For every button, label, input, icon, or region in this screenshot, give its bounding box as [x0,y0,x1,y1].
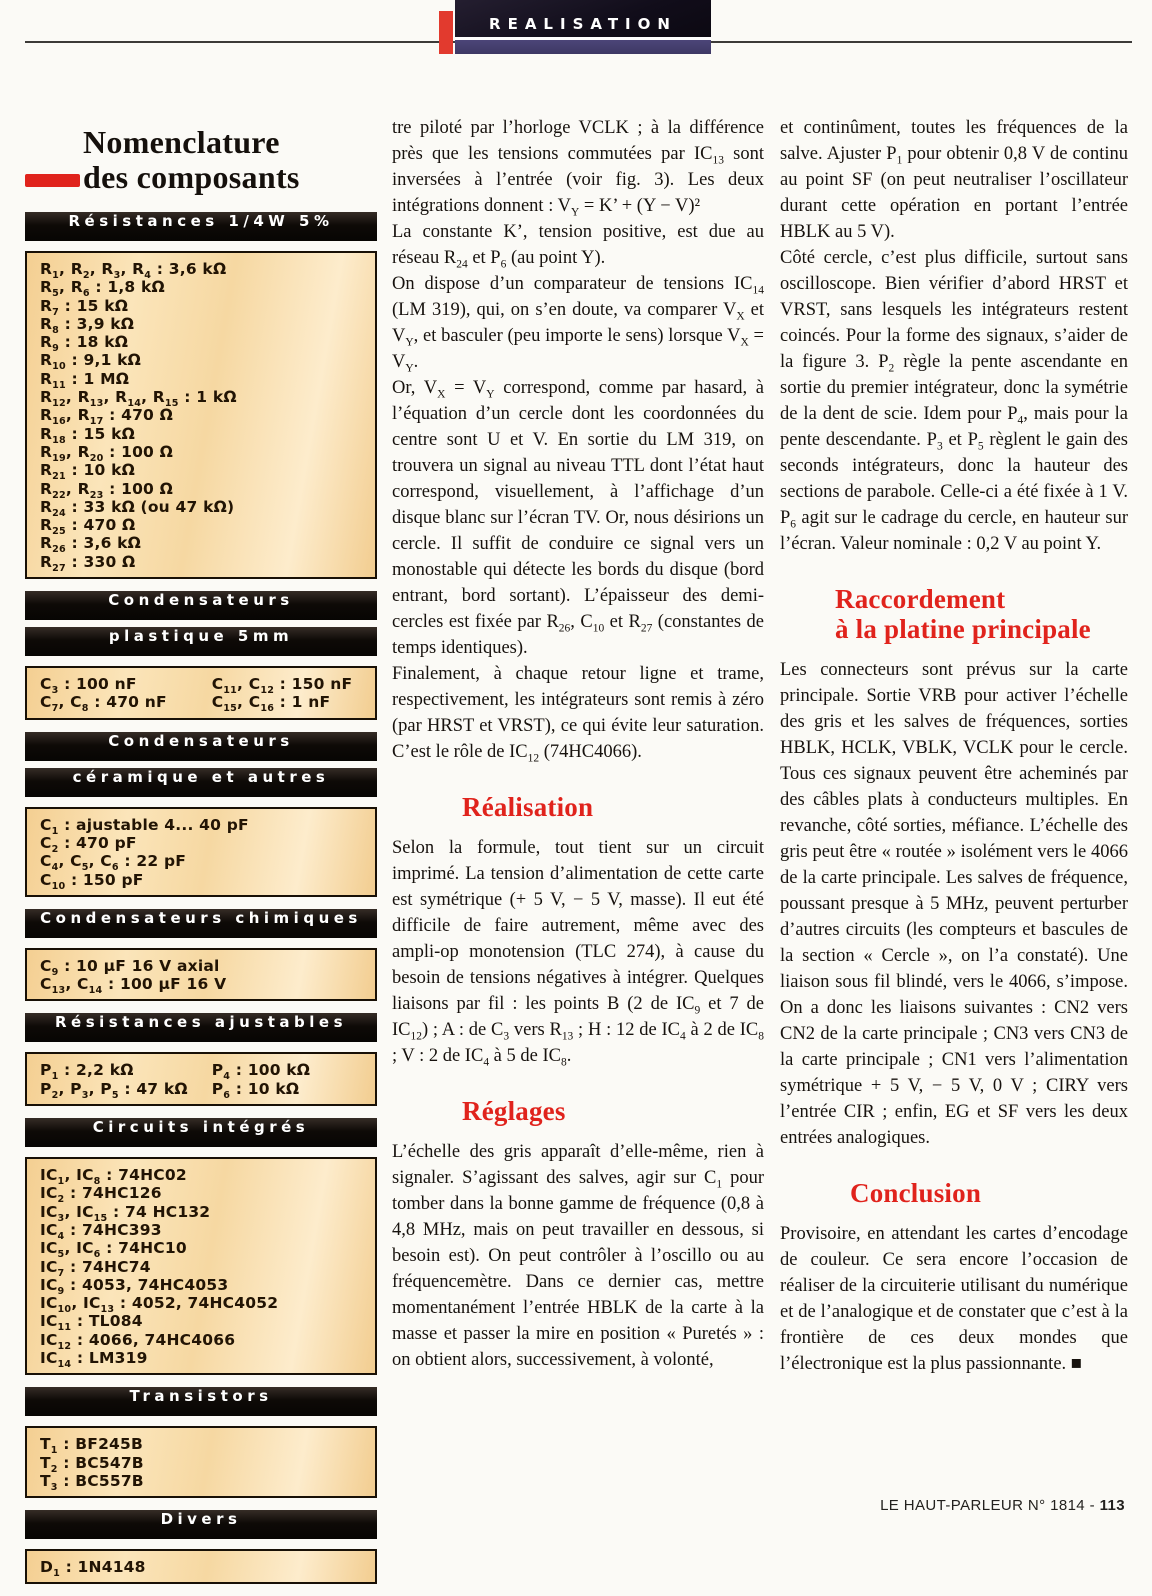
paragraph: Provisoire, en attendant les cartes d’encodage de couleur. Ce sera encore l’occasion de réaliser de la circuiterie utilisant du numérique et de l’analogique et de constater que c’est à la frontière de ces deux mondes que l’électronique est la plus passionnante. ■ [780,1224,1128,1374]
component-line: $P_6$ : 10 kΩ [211,1079,300,1101]
section-divers [25,1510,377,1584]
paragraph: Selon la formule, tout tient sur un circuit imprimé. La tension d’alimentation de cette carte est symétrique (+ 5 V, − 5 V, masse). Il eut été difficile de faire autrement, même avec des ampli-op monotension (TLC 274), à cause du besoin de tensions négatives à intégrer. Quelques liaisons par fil : les points B (2 de $IC_9$ et 7 de $IC_{12}$) ; A : de $C_3$ vers $R_{13}$ ; H : 12 de $IC_4$ à 2 de $IC_8$ ; V : 2 de $IC_4$ à 5 de $IC_8$. [392,838,764,1069]
section-circuits-integres [25,1118,377,1375]
section-banner: Résistances ajustables [25,1013,377,1042]
component-line: $C_{11}$, $C_{12}$ : 150 nF [211,675,353,697]
component-line: $R_{16}$, $R_{17}$ : 470 Ω [40,406,174,428]
component-line: $P_4$ : 100 kΩ [211,1061,311,1083]
component-box [25,666,377,720]
component-line: $R_{24}$ : 33 kΩ (ou 47 kΩ) [40,497,235,519]
component-line: $C_{13}$, $C_{14}$ : 100 µF 16 V [40,975,227,997]
component-line: $IC_{14}$ : LM319 [40,1348,148,1371]
magazine-reference: LE HAUT-PARLEUR N° 1814 - [880,1497,1100,1514]
page-number: 113 [1099,1497,1125,1514]
article-column-middle [392,115,764,1373]
paragraph: Côté cercle, c’est plus difficile, surtout sans oscilloscope. Bien vérifier d’abord HRST et VRST, sans lesquels les intégrateurs restent coincés. Pour la forme des signaux, s’aider de la figure 3. $P_2$ règle la pente ascendante en sortie du premier intégrateur, donc la symétrie de la dent de scie. Idem pour $P_4$, mais pour la pente descendante. $P_3$ et $P_5$ règlent le gain des seconds intégrateurs, donc la hauteur des sections de parabole. Celle-ci a été fixée à 1 V. $P_6$ agit sur le cadrage du cercle, en hauteur sur l’écran. Valeur nominale : 0,2 V au point Y. [780,248,1129,554]
component-line: $P_2$, $P_3$, $P_5$ : 47 kΩ [40,1079,188,1101]
component-line: $T_1$ : BF245B [40,1435,144,1457]
component-box [25,1426,377,1498]
section-banner: Condensateurs [25,591,377,620]
component-line: $R_{25}$ : 470 Ω [40,516,136,538]
red-section-heading: Conclusion [850,1178,982,1208]
component-line: $R_1$, $R_2$, $R_3$, $R_4$ : 3,6 kΩ [40,260,227,282]
component-line: $IC_4$ : 74HC393 [40,1220,162,1242]
component-line: $R_{19}$, $R_{20}$ : 100 Ω [40,442,174,465]
component-line: $IC_{12}$ : 4066, 74HC4066 [40,1330,236,1352]
component-line: $C_1$ : ajustable 4... 40 pF [40,815,249,837]
paragraph: Finalement, à chaque retour ligne et trame, respectivement, les intégrateurs sont remis à zéro (par HRST et VRST), ce qui évite leur saturation. C’est le rôle de $IC_{12}$ (74HC4066). [392,664,764,765]
page-footer [880,1497,1125,1514]
component-line: $R_7$ : 15 kΩ [40,296,129,318]
component-box [25,1549,377,1584]
section-resistances-ajustables [25,1013,377,1106]
title-red-bar [25,174,80,187]
component-line: $C_9$ : 10 µF 16 V axial [40,956,220,978]
title-line-2: des composants [83,159,300,195]
paragraph: L’échelle des gris apparaît d’elle-même, rien à signaler. S’agissant des salves, agir sur $C_1$ pour tomber dans la bonne gamme de fréquence (0,8 à 4,8 MHz, mais on peut travailler en dessous, si besoin est). On peut contrôler à l’oscillo ou au fréquencemètre. Dans ce dernier cas, mettre momentanément l’entrée HBLK de la carte à la masse et passer la mire en position « Puretés » : on obtient alors, successivement, à volonté, [392,1142,764,1370]
realisation-banner [455,0,711,54]
component-line: $P_1$ : 2,2 kΩ [40,1061,134,1083]
paragraph: Or, $V_X = V_Y$ correspond, comme par hasard, à l’équation d’un cercle dont les coordonnées du centre sont U et V. En sortie du LM 319, on trouvera un signal au niveau TTL dont l’état haut correspond, visuellement, à l’affichage d’un disque blanc sur l’écran TV. Or, nous désirions un cercle. Il suffit de conduire ce signal vers un monostable qui détecte les bords du disque (bord entrant, bord sortant). L’épaisseur des demi-cercles est fixée par $R_{26}$, $C_{10}$ et $R_{27}$ (constantes de temps identiques). [392,378,765,658]
component-line: $IC_{11}$ : TL084 [40,1312,143,1334]
section-condensateurs-ceramique [25,732,377,897]
paragraph: tre piloté par l’horloge VCLK ; à la différence près que les tensions commutées par $IC_{13}$ sont inversées à l’entrée (voir fig. 3). Les deux intégrations donnent : $V_Y = K$’ + (Y − V)² [392,118,764,219]
section-condensateurs-chimiques [25,909,377,1002]
nomenclature-title [25,125,377,195]
article-column-right [780,115,1128,1377]
section-banner: Circuits intégrés [25,1118,377,1147]
component-line: $R_5$, $R_6$ : 1,8 kΩ [40,278,165,300]
section-banner: Divers [25,1510,377,1539]
red-section-heading: Raccordement à la platine principale [835,584,1091,644]
component-line: $R_{27}$ : 330 Ω [40,552,136,574]
component-box [25,1052,377,1106]
component-line: $IC_1$, $IC_8$ : 74HC02 [40,1166,187,1188]
component-line: $R_{22}$, $R_{23}$ : 100 Ω [40,479,174,501]
component-line: $C_{10}$ : 150 pF [40,870,144,892]
component-line: $IC_7$ : 74HC74 [40,1257,151,1279]
red-section-heading: Réglages [462,1096,566,1126]
title-line-1: Nomenclature [83,124,280,160]
paragraph: Les connecteurs sont prévus sur la carte principale. Sortie VRB pour activer l’échelle des gris et les salves de fréquences, sorties HBLK, HCLK, VBLK, VCLK pour le cercle. Tous ces signaux peuvent être acheminés par des câbles plats à conducteurs multiples. En revanche, côté sorties, méfiance. L’échelle des gris peut être « routée » isolément vers le 4066 de la carte principale. Les salves de fréquence, poussant presque à 5 MHz, peuvent perturber d’autres circuits (les compteurs et bascules de la section « Cercle », on l’a constaté). Une liaison sous fil blindé, vers le 4066, s’impose. On a donc les liaisons suivantes : CN2 vers CN2 de la carte principale ; CN3 vers CN3 de la carte principale ; CN1 vers l’alimentation symétrique + 5 V, − 5 V, 0 V ; CIRY vers l’entrée CIR ; enfin, EG et SF vers les deux entrées analogiques. [780,660,1128,1148]
paragraph: et continûment, toutes les fréquences de la salve. Ajuster $P_1$ pour obtenir 0,8 V de continu au point SF (on peut neutraliser l’oscillateur durant cette opération en portant l’entrée HBLK au 5 V). [780,118,1128,242]
section-condensateurs-plastique [25,591,377,720]
banner-navy-box [455,0,711,37]
component-line: $IC_9$ : 4053, 74HC4053 [40,1275,229,1297]
component-line: $IC_5$, $IC_6$ : 74HC10 [40,1239,187,1261]
component-line: $R_{12}$, $R_{13}$, $R_{14}$, $R_{15}$ : 1 kΩ [40,388,237,410]
component-box [25,948,377,1002]
section-banner: céramique et autres [25,768,377,797]
red-tab-bar [439,11,453,54]
section-banner: Transistors [25,1387,377,1416]
component-line: $T_3$ : BC557B [40,1471,144,1493]
section-banner: plastique 5mm [25,627,377,656]
section-resistances [25,212,377,579]
component-line: $R_{21}$ : 10 kΩ [40,461,135,483]
section-banner: Résistances 1/4W 5% [25,212,377,241]
paragraph: On dispose d’un comparateur de tensions $IC_{14}$ (LM 319), qui, on s’en doute, va comparer $V_X$ et $V_Y$, et basculer (peu importe le sens) lorsque $V_X = V_Y$. [392,274,764,375]
component-line: $IC_{10}$, $IC_{13}$ : 4052, 74HC4052 [40,1294,279,1316]
component-line: $R_9$ : 18 kΩ [40,333,129,355]
component-line: $R_{18}$ : 15 kΩ [40,424,135,446]
component-line: $R_8$ : 3,9 kΩ [40,314,135,336]
component-line: $C_{15}$, $C_{16}$ : 1 nF [211,693,331,715]
nomenclature-column [25,125,377,1596]
section-banner: Condensateurs [25,732,377,761]
component-line: $C_2$ : 470 pF [40,833,137,856]
banner-purple-band [455,40,711,54]
component-line: $C_4$, $C_5$, $C_6$ : 22 pF [40,852,187,874]
section-transistors [25,1387,377,1498]
paragraph: La constante K’, tension positive, est due au réseau $R_{24}$ et $P_6$ (au point Y). [392,222,764,271]
component-line: $R_{26}$ : 3,6 kΩ [40,534,142,556]
component-box [25,807,377,897]
component-line: $T_2$ : BC547B [40,1453,144,1475]
banner-label: REALISATION [489,15,677,33]
component-line: $IC_3$, $IC_{15}$ : 74 HC132 [40,1202,211,1224]
component-line: $C_3$ : 100 nF [40,675,137,697]
component-line: $R_{11}$ : 1 MΩ [40,369,130,391]
component-line: $R_{10}$ : 9,1 kΩ [40,351,142,373]
component-box [25,251,377,579]
component-line: $D_1$ : 1N4148 [40,1558,146,1580]
red-section-heading: Réalisation [462,792,594,822]
section-banner: Condensateurs chimiques [25,909,377,938]
component-line: $C_7$, $C_8$ : 470 nF [40,693,167,715]
component-line: $IC_2$ : 74HC126 [40,1184,162,1206]
component-box [25,1157,377,1375]
